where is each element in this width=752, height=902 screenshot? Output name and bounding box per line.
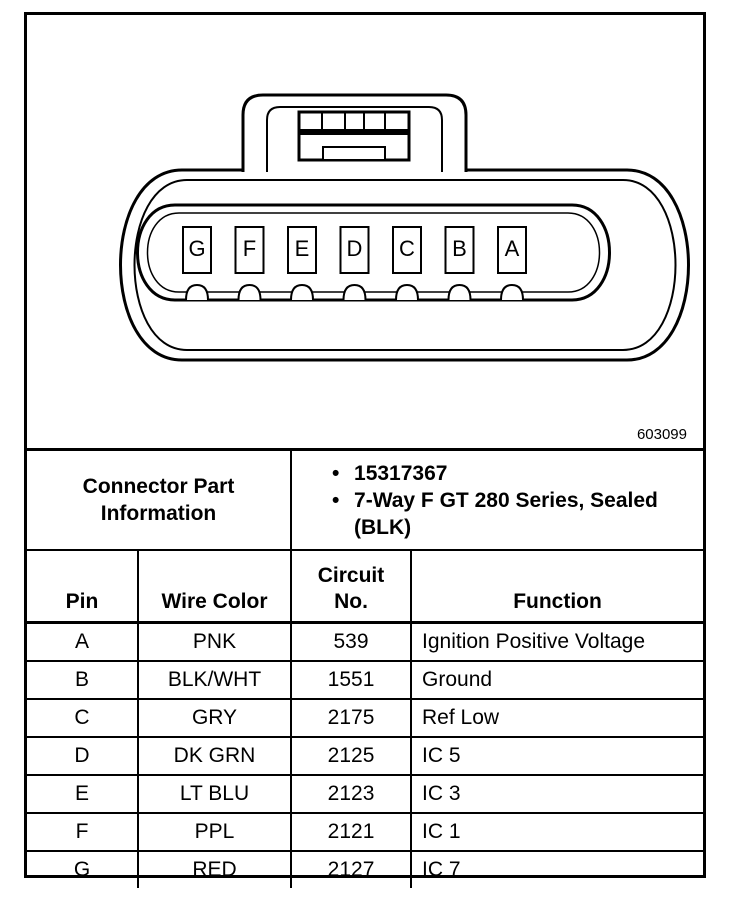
- connector-document: [24, 12, 706, 881]
- pin-cell: D: [27, 737, 138, 775]
- circuit-header: [291, 550, 411, 623]
- pin-cell: E: [27, 775, 138, 813]
- connector-drawing: [27, 15, 703, 448]
- part-info-row: [27, 450, 703, 551]
- part-info-label: Connector Part Information: [27, 450, 291, 551]
- pin-label: C: [399, 235, 415, 261]
- circuit-cell: 2121: [291, 813, 411, 851]
- pin-label: A: [504, 235, 520, 261]
- function-cell: Ignition Positive Voltage: [411, 623, 703, 662]
- connector-table: [27, 448, 703, 888]
- part-number: • 15317367: [332, 460, 703, 487]
- function-cell: IC 1: [411, 813, 703, 851]
- pin-cell: A: [27, 623, 138, 662]
- latch-lock: [299, 112, 409, 160]
- pin-latch: [344, 285, 366, 300]
- part-info-items: [291, 450, 703, 551]
- wire-color-cell: RED: [138, 851, 291, 888]
- part-description: • 7-Way F GT 280 Series, Sealed (BLK): [332, 487, 703, 541]
- pin-cell: B: [27, 661, 138, 699]
- pin-label: F: [242, 235, 257, 261]
- function-cell: IC 7: [411, 851, 703, 888]
- pin-latch: [396, 285, 418, 300]
- circuit-cell: 2175: [291, 699, 411, 737]
- table-row: [27, 813, 703, 851]
- figure-id: 603099: [636, 426, 687, 443]
- pin-cell: G: [27, 851, 138, 888]
- pin-latch: [239, 285, 261, 300]
- pin-latch: [291, 285, 313, 300]
- header-row: [27, 550, 703, 623]
- pin-header: Pin: [27, 550, 138, 623]
- wire-color-header: Wire Color: [138, 550, 291, 623]
- table-row: [27, 661, 703, 699]
- wire-color-cell: DK GRN: [138, 737, 291, 775]
- circuit-header-text: Circuit No.: [317, 564, 385, 613]
- function-cell: IC 3: [411, 775, 703, 813]
- table-row: [27, 851, 703, 888]
- pin-label: G: [188, 235, 206, 261]
- pin-latch: [449, 285, 471, 300]
- wire-color-cell: PNK: [138, 623, 291, 662]
- table-row: [27, 623, 703, 662]
- function-cell: Ground: [411, 661, 703, 699]
- pin-label: E: [294, 235, 310, 261]
- circuit-cell: 2123: [291, 775, 411, 813]
- function-cell: IC 5: [411, 737, 703, 775]
- wire-color-cell: LT BLU: [138, 775, 291, 813]
- wire-color-cell: GRY: [138, 699, 291, 737]
- table-body: [27, 623, 703, 889]
- circuit-cell: 539: [291, 623, 411, 662]
- table-row: [27, 737, 703, 775]
- pin-cell: C: [27, 699, 138, 737]
- pin-latch: [501, 285, 523, 300]
- circuit-cell: 1551: [291, 661, 411, 699]
- wire-color-cell: BLK/WHT: [138, 661, 291, 699]
- circuit-cell: 2125: [291, 737, 411, 775]
- wire-color-cell: PPL: [138, 813, 291, 851]
- table-row: [27, 699, 703, 737]
- pin-cell: F: [27, 813, 138, 851]
- function-cell: Ref Low: [411, 699, 703, 737]
- pin-latch: [186, 285, 208, 300]
- circuit-cell: 2127: [291, 851, 411, 888]
- pin-label: D: [346, 235, 363, 261]
- pin-label: B: [452, 235, 467, 261]
- connector-diagram: [27, 15, 703, 448]
- function-header: Function: [411, 550, 703, 623]
- table-row: [27, 775, 703, 813]
